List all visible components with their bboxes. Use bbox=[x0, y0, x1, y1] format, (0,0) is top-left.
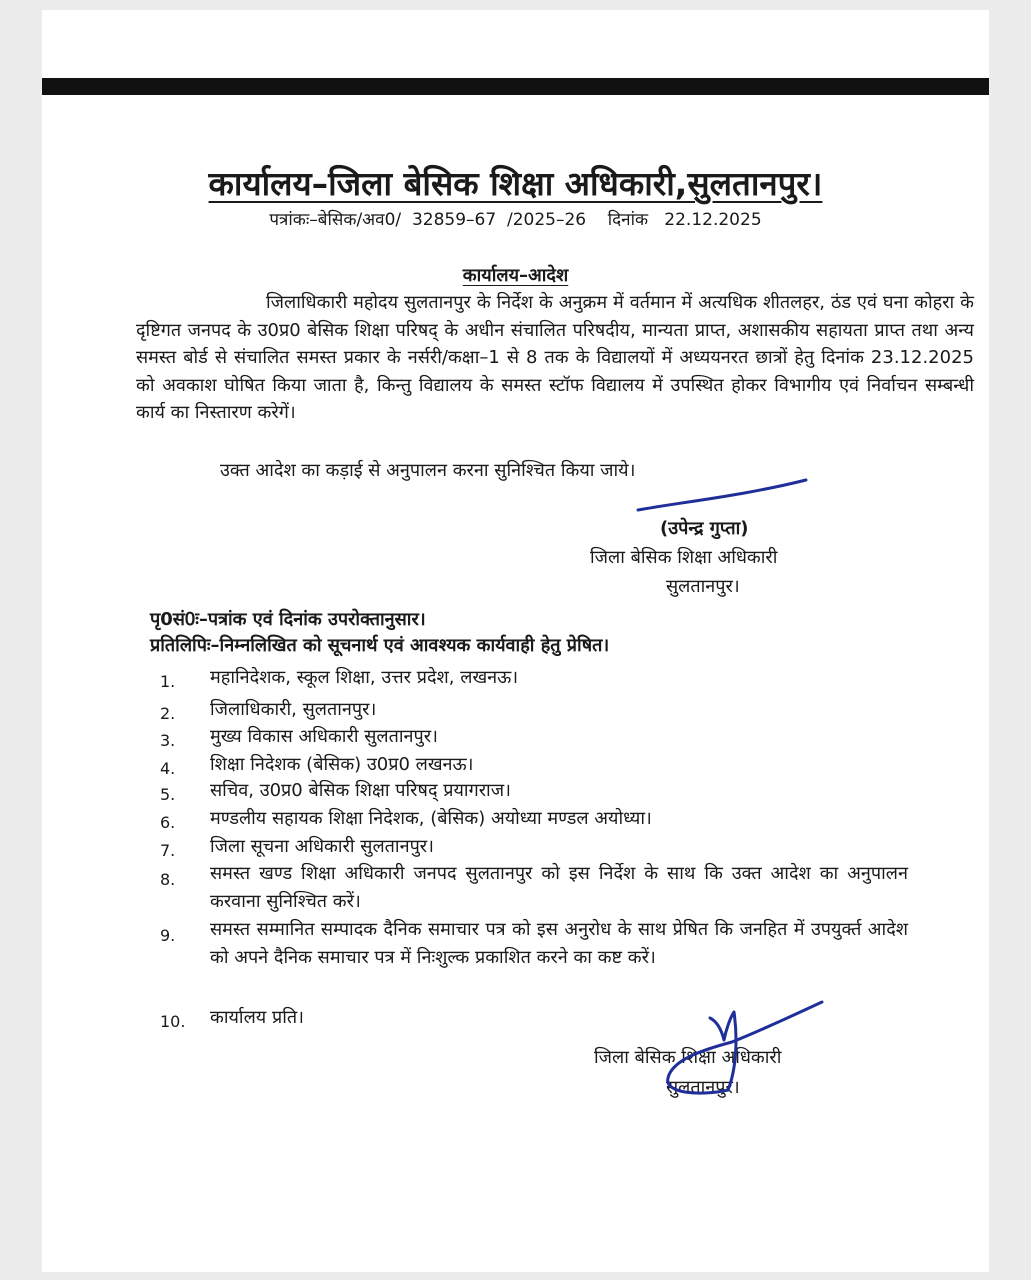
reference-line bbox=[42, 207, 989, 233]
list-item-text: सचिव, उ0प्र0 बेसिक शिक्षा परिषद् प्रयागराज। bbox=[210, 780, 511, 801]
order-heading: कार्यालय–आदेश bbox=[462, 265, 569, 286]
list-item-text: जिलाधिकारी, सुलतानपुर। bbox=[210, 699, 377, 720]
office-title: कार्यालय–जिला बेसिक शिक्षा अधिकारी,सुलतानपुर। bbox=[208, 164, 823, 203]
list-item-number: 10. bbox=[160, 1012, 186, 1031]
list-item-number: 3. bbox=[160, 731, 176, 750]
date-label: दिनांक bbox=[607, 210, 649, 230]
list-item-number: 9. bbox=[160, 926, 176, 945]
signatory-name: (उपेन्द्र गुप्ता) bbox=[660, 518, 749, 539]
list-item-number: 4. bbox=[160, 759, 176, 778]
list-item-text: मण्डलीय सहायक शिक्षा निदेशक, (बेसिक) अयोध्या मण्डल अयोध्या। bbox=[210, 808, 652, 829]
signatory-designation: जिला बेसिक शिक्षा अधिकारी bbox=[590, 547, 778, 568]
endorsement-line: पृ0सं0ः–पत्रांक एवं दिनांक उपरोक्तानुसार। bbox=[150, 609, 426, 630]
list-item-number: 2. bbox=[160, 704, 176, 723]
reference-number: पत्रांकः–बेसिक/अव0/ 32859–67 /2025–26 bbox=[269, 210, 587, 230]
list-item-text: जिला सूचना अधिकारी सुलतानपुर। bbox=[210, 836, 434, 857]
signatory-place: सुलतानपुर। bbox=[666, 576, 740, 597]
order-body: जिलाधिकारी महोदय सुलतानपुर के निर्देश के अनुक्रम में वर्तमान में अत्यधिक शीतलहर, ठंड एवं घना कोहरा के दृष्टिगत जनपद के उ0प्र0 बेसिक शिक्षा परिषद् के अधीन संचालित परिषदीय, मान्यता प्राप्त, अशासकीय सहायता प्राप्त तथा अन्य समस्त बोर्ड से संचालित समस्त प्रकार के नर्सरी/कक्षा–1 से 8 तक के विद्यालयों में अध्ययनरत छात्रों हेतु दिनांक 23.12.2025 को अवकाश घोषित किया जाता है, किन्तु विद्यालय के समस्त स्टॉफ विद्यालय में उपस्थित होकर विभागीय एवं निर्वाचन सम्बन्धी कार्य का निस्तारण करेगें। bbox=[136, 292, 974, 423]
list-item-text: शिक्षा निदेशक (बेसिक) उ0प्र0 लखनऊ। bbox=[210, 754, 474, 775]
header-rule bbox=[42, 78, 989, 95]
list-item-text: महानिदेशक, स्कूल शिक्षा, उत्तर प्रदेश, लखनऊ। bbox=[210, 667, 519, 688]
upper-signature-stroke bbox=[638, 480, 806, 510]
list-item-number: 6. bbox=[160, 813, 176, 832]
date-value: 22.12.2025 bbox=[664, 210, 762, 230]
copy-to-line: प्रतिलिपिः–निम्नलिखित को सूचनार्थ एवं आवश्यक कार्यवाही हेतु प्रेषित। bbox=[150, 635, 610, 656]
list-item-text: समस्त खण्ड शिक्षा अधिकारी जनपद सुलतानपुर को इस निर्देश के साथ कि उक्त आदेश का अनुपालन करवाना सुनिश्चित करें। bbox=[210, 863, 908, 912]
list-item-number: 5. bbox=[160, 785, 176, 804]
final-signatory-place: सुलतानपुर। bbox=[666, 1077, 740, 1098]
list-item-number: 1. bbox=[160, 672, 176, 691]
list-item-number: 8. bbox=[160, 870, 176, 889]
list-item-text: समस्त सम्मानित सम्पादक दैनिक समाचार पत्र को इस अनुरोध के साथ प्रेषित कि जनहित में उपयुर्क्त आदेश को अपने दैनिक समाचार पत्र में निःशुल्क प्रकाशित करने का कष्ट करें। bbox=[210, 919, 908, 968]
final-signatory-designation: जिला बेसिक शिक्षा अधिकारी bbox=[594, 1047, 782, 1068]
list-item-text: कार्यालय प्रति। bbox=[210, 1007, 304, 1028]
document-page bbox=[42, 10, 989, 1272]
compliance-line: उक्त आदेश का कड़ाई से अनुपालन करना सुनिश्चित किया जाये। bbox=[220, 460, 636, 481]
list-item-number: 7. bbox=[160, 841, 176, 860]
list-item-text: मुख्य विकास अधिकारी सुलतानपुर। bbox=[210, 726, 438, 747]
